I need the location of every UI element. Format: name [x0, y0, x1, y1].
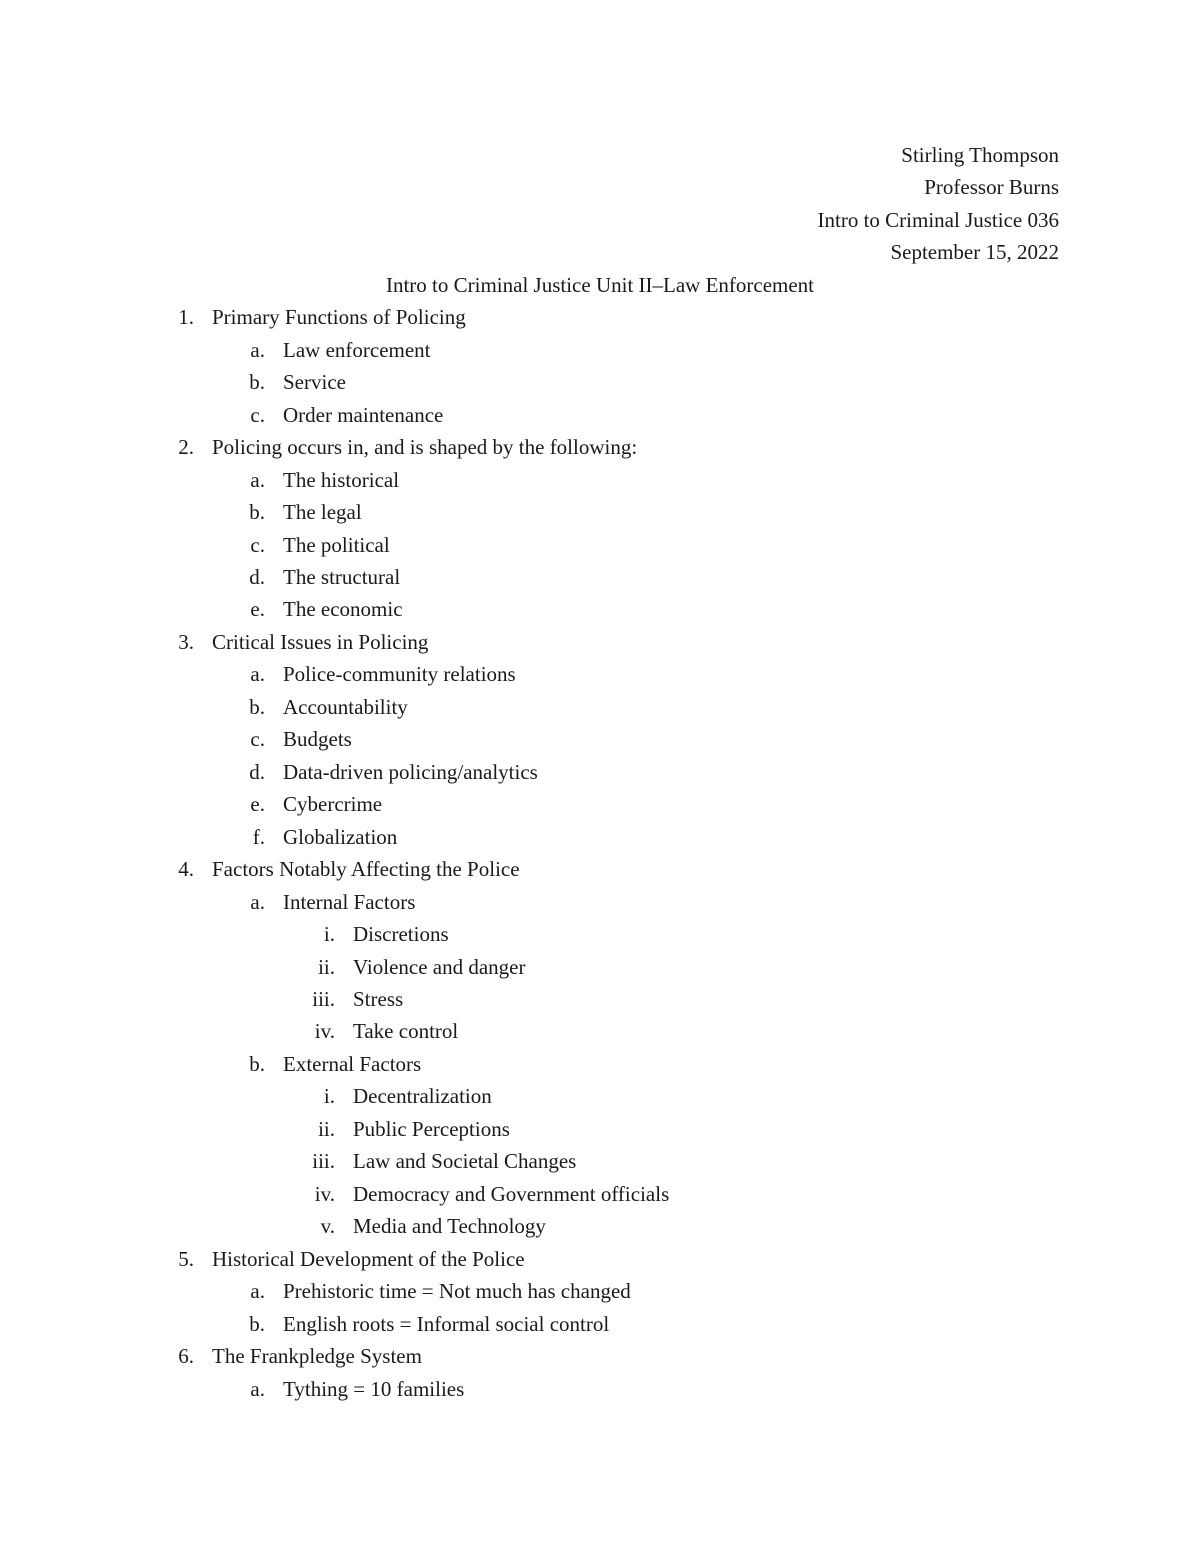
list-marker: i. — [323, 1084, 335, 1108]
list-item-text: Historical Development of the Police — [212, 1247, 525, 1271]
list-item-text: The legal — [283, 500, 362, 524]
outline-item — [0, 1048, 1200, 1080]
list-item-text: Violence and danger — [353, 955, 526, 979]
list-marker: ii. — [318, 1117, 335, 1141]
list-marker: b. — [249, 695, 265, 719]
list-marker: c. — [250, 403, 265, 427]
list-marker: a. — [250, 338, 265, 362]
list-item-text: The economic — [283, 597, 403, 621]
outline-item — [0, 853, 1200, 885]
outline-item — [0, 788, 1200, 820]
list-item-text: Tything = 10 families — [283, 1377, 465, 1401]
list-item-text: Law and Societal Changes — [353, 1149, 577, 1173]
list-marker: e. — [250, 792, 265, 816]
list-marker: f. — [252, 825, 265, 849]
list-item-text: The structural — [283, 565, 401, 589]
outline-item — [0, 1080, 1200, 1112]
professor-name: Professor Burns — [924, 175, 1059, 199]
outline-item — [0, 431, 1200, 463]
outline-item — [0, 983, 1200, 1015]
outline-item — [0, 366, 1200, 398]
outline-item — [0, 658, 1200, 690]
outline-item — [0, 1373, 1200, 1405]
list-item-text: Public Perceptions — [353, 1117, 510, 1141]
date: September 15, 2022 — [890, 240, 1059, 264]
outline-item — [0, 886, 1200, 918]
list-item-text: Critical Issues in Policing — [212, 630, 429, 654]
list-marker: iii. — [312, 1149, 335, 1173]
list-item-text: The historical — [283, 468, 400, 492]
list-marker: b. — [249, 500, 265, 524]
list-item-text: Globalization — [283, 825, 398, 849]
outline-item — [0, 399, 1200, 431]
outline-item — [0, 691, 1200, 723]
list-marker: e. — [250, 597, 265, 621]
list-item-text: Data-driven policing/analytics — [283, 760, 538, 784]
outline-item — [0, 918, 1200, 950]
document-title: Intro to Criminal Justice Unit II–Law Enforcement — [385, 273, 815, 297]
list-item-text: Service — [283, 370, 346, 394]
list-item-text: Police-community relations — [283, 662, 516, 686]
list-marker: a. — [250, 1279, 265, 1303]
list-item-text: Factors Notably Affecting the Police — [212, 857, 520, 881]
outline-item — [0, 723, 1200, 755]
list-marker: a. — [250, 1377, 265, 1401]
list-marker: 1. — [178, 305, 194, 329]
list-item-text: Media and Technology — [353, 1214, 546, 1238]
outline-item — [0, 464, 1200, 496]
list-marker: 5. — [178, 1247, 194, 1271]
list-marker: 6. — [178, 1344, 194, 1368]
list-item-text: Accountability — [283, 695, 408, 719]
list-marker: b. — [249, 1052, 265, 1076]
list-item-text: Discretions — [353, 922, 449, 946]
list-item-text: Order maintenance — [283, 403, 444, 427]
list-item-text: Democracy and Government officials — [353, 1182, 670, 1206]
list-item-text: Stress — [353, 987, 404, 1011]
list-item-text: The Frankpledge System — [212, 1344, 422, 1368]
list-item-text: Take control — [353, 1019, 459, 1043]
list-item-text: Internal Factors — [283, 890, 416, 914]
outline-item — [0, 1308, 1200, 1340]
outline-item — [0, 1275, 1200, 1307]
list-marker: d. — [249, 565, 265, 589]
student-name: Stirling Thompson — [901, 143, 1059, 167]
outline-item — [0, 561, 1200, 593]
outline-item — [0, 1178, 1200, 1210]
outline-item — [0, 301, 1200, 333]
list-marker: i. — [323, 922, 335, 946]
list-item-text: Decentralization — [353, 1084, 492, 1108]
outline-item — [0, 821, 1200, 853]
list-marker: 2. — [178, 435, 194, 459]
list-marker: a. — [250, 662, 265, 686]
outline-item — [0, 529, 1200, 561]
outline-item — [0, 626, 1200, 658]
list-marker: b. — [249, 370, 265, 394]
outline-item — [0, 1145, 1200, 1177]
list-marker: v. — [320, 1214, 335, 1238]
list-marker: 3. — [178, 630, 194, 654]
list-marker: iv. — [314, 1182, 335, 1206]
list-item-text: External Factors — [283, 1052, 422, 1076]
list-item-text: English roots = Informal social control — [283, 1312, 610, 1336]
list-marker: ii. — [318, 955, 335, 979]
outline-item — [0, 1243, 1200, 1275]
list-marker: b. — [249, 1312, 265, 1336]
outline-item — [0, 1113, 1200, 1145]
list-marker: a. — [250, 890, 265, 914]
outline-item — [0, 1015, 1200, 1047]
course-name: Intro to Criminal Justice 036 — [817, 208, 1059, 232]
list-marker: 4. — [178, 857, 194, 881]
list-marker: iv. — [314, 1019, 335, 1043]
list-item-text: Policing occurs in, and is shaped by the following: — [212, 435, 638, 459]
outline-item — [0, 951, 1200, 983]
outline-item — [0, 1340, 1200, 1372]
list-item-text: Law enforcement — [283, 338, 431, 362]
list-item-text: The political — [283, 533, 390, 557]
list-marker: d. — [249, 760, 265, 784]
list-marker: a. — [250, 468, 265, 492]
list-marker: c. — [250, 727, 265, 751]
list-item-text: Cybercrime — [283, 792, 383, 816]
list-item-text: Prehistoric time = Not much has changed — [283, 1279, 631, 1303]
list-item-text: Primary Functions of Policing — [212, 305, 466, 329]
outline-item — [0, 1210, 1200, 1242]
outline-item — [0, 756, 1200, 788]
outline-item — [0, 593, 1200, 625]
list-marker: c. — [250, 533, 265, 557]
list-item-text: Budgets — [283, 727, 352, 751]
list-marker: iii. — [312, 987, 335, 1011]
outline-item — [0, 496, 1200, 528]
outline-item — [0, 334, 1200, 366]
